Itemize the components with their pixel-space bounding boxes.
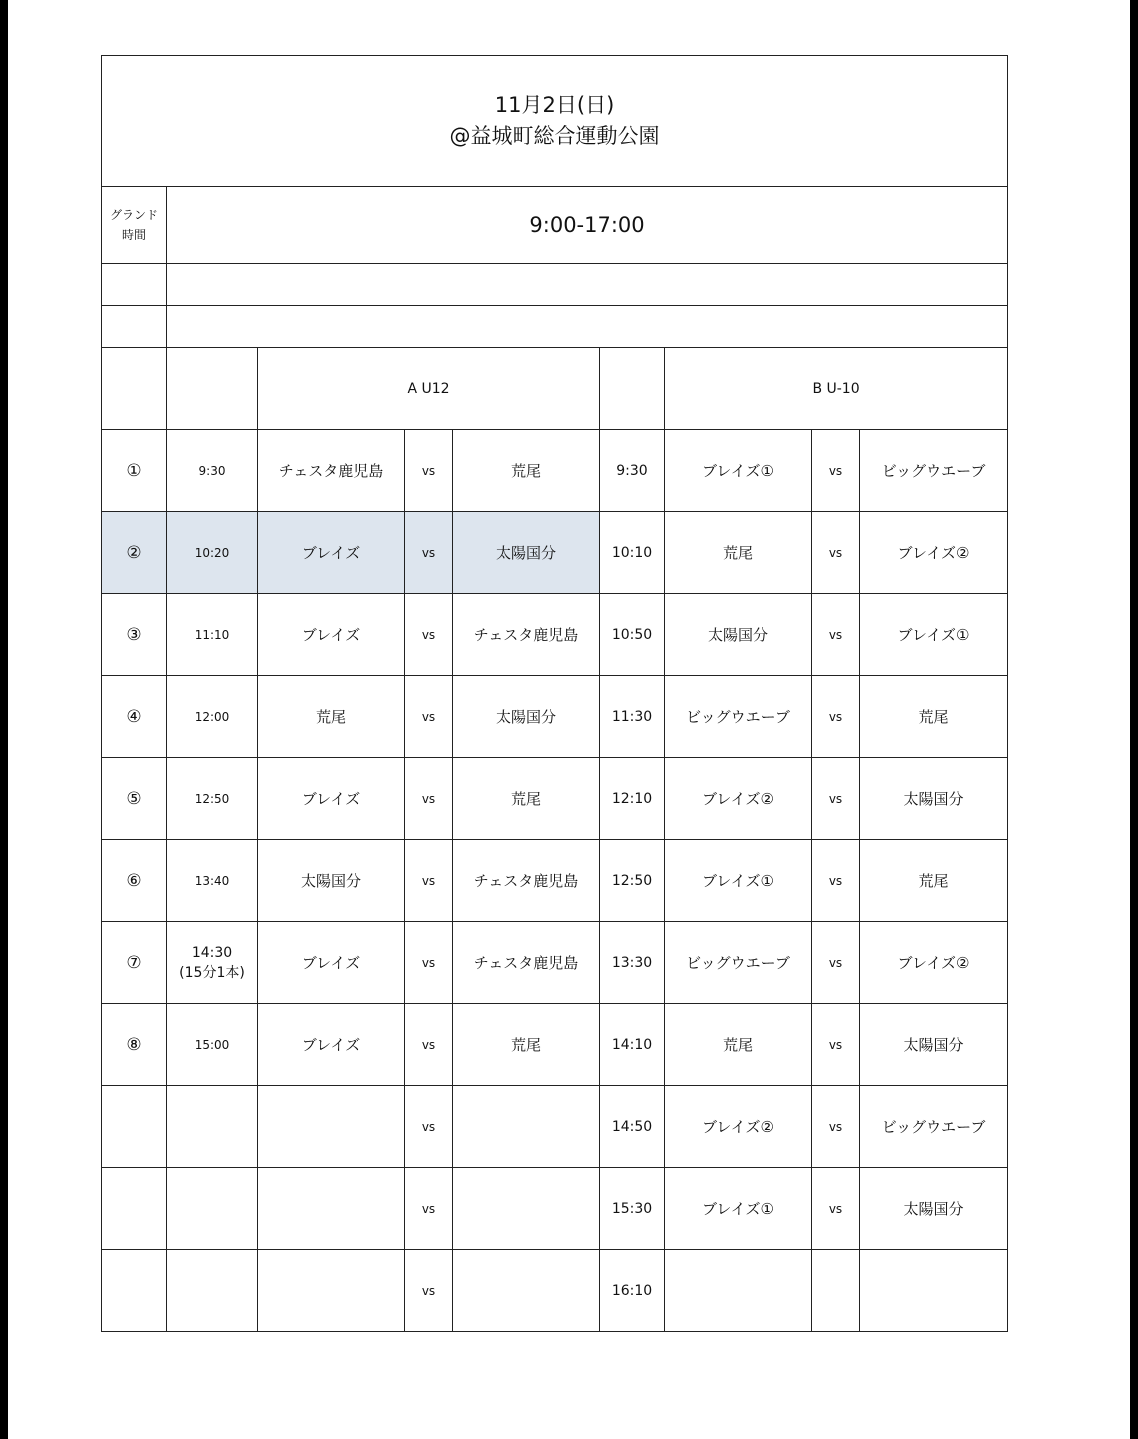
division-header-row (102, 348, 1008, 430)
division-b-vs: vs (812, 594, 860, 676)
match-number (102, 1250, 167, 1332)
match-row (102, 594, 1008, 676)
kickoff-time: 14:30 (191, 944, 233, 961)
division-a-home-team (258, 1086, 405, 1168)
match-number: ⑤ (102, 758, 167, 840)
division-b-home-team: ブレイズ① (665, 430, 812, 512)
match-row (102, 430, 1008, 512)
frame-right-edge (1130, 0, 1138, 1439)
division-a-away-team (453, 1168, 600, 1250)
division-a-vs: vs (405, 922, 453, 1004)
match-row (102, 676, 1008, 758)
division-b-vs (812, 1250, 860, 1332)
blank-cell (102, 348, 167, 430)
match-number: ① (102, 430, 167, 512)
division-a-kickoff: 12:00 (167, 676, 258, 758)
event-venue: @益城町総合運動公園 (449, 124, 660, 148)
time-label: 時間 (121, 228, 146, 242)
division-b-away-team: ビッグウエーブ (860, 1086, 1008, 1168)
blank-cell (167, 306, 1008, 348)
division-a-kickoff: 9:30 (167, 430, 258, 512)
division-b-kickoff: 12:50 (600, 840, 665, 922)
division-b-vs: vs (812, 676, 860, 758)
match-row (102, 840, 1008, 922)
kickoff-note: (15分1本) (179, 964, 245, 981)
division-b-home-team: ビッグウエーブ (665, 922, 812, 1004)
division-b-away-team: 太陽国分 (860, 1004, 1008, 1086)
division-a-away-team (453, 1250, 600, 1332)
match-number (102, 1086, 167, 1168)
division-a-vs: vs (405, 1004, 453, 1086)
division-a-away-team (453, 1086, 600, 1168)
division-b-vs: vs (812, 922, 860, 1004)
ground-label-cell (102, 187, 167, 264)
division-b-kickoff: 14:50 (600, 1086, 665, 1168)
match-number: ④ (102, 676, 167, 758)
division-b-kickoff: 16:10 (600, 1250, 665, 1332)
division-a-vs: vs (405, 430, 453, 512)
division-a-home-team: チェスタ鹿児島 (258, 430, 405, 512)
division-b-vs: vs (812, 758, 860, 840)
match-number: ③ (102, 594, 167, 676)
division-a-vs: vs (405, 1086, 453, 1168)
division-b-away-team: 荒尾 (860, 676, 1008, 758)
division-a-vs: vs (405, 512, 453, 594)
division-a-kickoff: 15:00 (167, 1004, 258, 1086)
division-b-kickoff: 14:10 (600, 1004, 665, 1086)
ground-row (102, 187, 1008, 264)
division-a-home-team: ブレイズ (258, 512, 405, 594)
division-a-header: A U12 (258, 348, 600, 430)
division-a-home-team (258, 1168, 405, 1250)
match-number: ⑧ (102, 1004, 167, 1086)
match-row (102, 1168, 1008, 1250)
division-a-home-team: ブレイズ (258, 758, 405, 840)
division-a-away-team: 荒尾 (453, 430, 600, 512)
division-b-away-team: 太陽国分 (860, 1168, 1008, 1250)
match-row (102, 1086, 1008, 1168)
division-b-away-team: 荒尾 (860, 840, 1008, 922)
division-a-kickoff: 12:50 (167, 758, 258, 840)
division-b-home-team: ブレイズ② (665, 1086, 812, 1168)
division-a-vs: vs (405, 676, 453, 758)
division-b-away-team: ブレイズ② (860, 922, 1008, 1004)
division-b-vs: vs (812, 1168, 860, 1250)
division-a-home-team: 荒尾 (258, 676, 405, 758)
division-b-vs: vs (812, 430, 860, 512)
division-b-home-team (665, 1250, 812, 1332)
division-b-home-team: ビッグウエーブ (665, 676, 812, 758)
blank-cell (102, 264, 167, 306)
match-row (102, 512, 1008, 594)
division-a-kickoff (167, 1250, 258, 1332)
match-list (102, 430, 1008, 1332)
division-a-kickoff (167, 1086, 258, 1168)
division-b-home-team: ブレイズ① (665, 1168, 812, 1250)
division-a-away-team: チェスタ鹿児島 (453, 840, 600, 922)
division-a-vs: vs (405, 1250, 453, 1332)
division-a-home-team (258, 1250, 405, 1332)
blank-row (102, 264, 1008, 306)
division-a-home-team: ブレイズ (258, 1004, 405, 1086)
division-a-away-team: 太陽国分 (453, 676, 600, 758)
division-a-away-team: 荒尾 (453, 758, 600, 840)
division-b-away-team: ブレイズ① (860, 594, 1008, 676)
division-a-kickoff: 13:40 (167, 840, 258, 922)
division-a-home-team: 太陽国分 (258, 840, 405, 922)
blank-cell (167, 348, 258, 430)
division-a-away-team: 太陽国分 (453, 512, 600, 594)
title-row (102, 56, 1008, 187)
division-a-away-team: チェスタ鹿児島 (453, 594, 600, 676)
division-b-kickoff: 13:30 (600, 922, 665, 1004)
event-date: 11月2日(日) (494, 93, 615, 117)
division-b-home-team: ブレイズ② (665, 758, 812, 840)
division-a-kickoff: 11:10 (167, 594, 258, 676)
division-b-kickoff: 10:10 (600, 512, 665, 594)
division-b-kickoff: 15:30 (600, 1168, 665, 1250)
match-number: ② (102, 512, 167, 594)
division-b-kickoff: 9:30 (600, 430, 665, 512)
division-b-home-team: 荒尾 (665, 512, 812, 594)
division-b-header: B U-10 (665, 348, 1008, 430)
division-b-away-team: ブレイズ② (860, 512, 1008, 594)
match-row (102, 758, 1008, 840)
blank-cell (600, 348, 665, 430)
division-a-vs: vs (405, 758, 453, 840)
division-b-away-team (860, 1250, 1008, 1332)
blank-cell (167, 264, 1008, 306)
division-b-home-team: 荒尾 (665, 1004, 812, 1086)
division-b-home-team: 太陽国分 (665, 594, 812, 676)
division-b-vs: vs (812, 840, 860, 922)
division-b-kickoff: 10:50 (600, 594, 665, 676)
division-b-away-team: ビッグウエーブ (860, 430, 1008, 512)
division-a-away-team: 荒尾 (453, 1004, 600, 1086)
match-number (102, 1168, 167, 1250)
match-row (102, 922, 1008, 1004)
title-cell (102, 56, 1008, 187)
division-a-vs: vs (405, 1168, 453, 1250)
division-b-kickoff: 12:10 (600, 758, 665, 840)
match-number: ⑥ (102, 840, 167, 922)
blank-cell (102, 306, 167, 348)
division-b-kickoff: 11:30 (600, 676, 665, 758)
blank-row (102, 306, 1008, 348)
division-a-vs: vs (405, 594, 453, 676)
division-b-home-team: ブレイズ① (665, 840, 812, 922)
division-a-home-team: ブレイズ (258, 594, 405, 676)
match-row (102, 1250, 1008, 1332)
division-a-away-team: チェスタ鹿児島 (453, 922, 600, 1004)
frame-left-edge (0, 0, 8, 1439)
division-a-kickoff (167, 1168, 258, 1250)
division-b-vs: vs (812, 1004, 860, 1086)
division-b-away-team: 太陽国分 (860, 758, 1008, 840)
division-b-vs: vs (812, 1086, 860, 1168)
ground-label: グランド (109, 208, 158, 222)
schedule-table (101, 55, 1008, 1332)
division-b-vs: vs (812, 512, 860, 594)
match-row (102, 1004, 1008, 1086)
match-number: ⑦ (102, 922, 167, 1004)
division-a-kickoff (167, 922, 258, 1004)
ground-hours: 9:00-17:00 (167, 187, 1008, 264)
division-a-kickoff: 10:20 (167, 512, 258, 594)
division-a-home-team: ブレイズ (258, 922, 405, 1004)
division-a-vs: vs (405, 840, 453, 922)
